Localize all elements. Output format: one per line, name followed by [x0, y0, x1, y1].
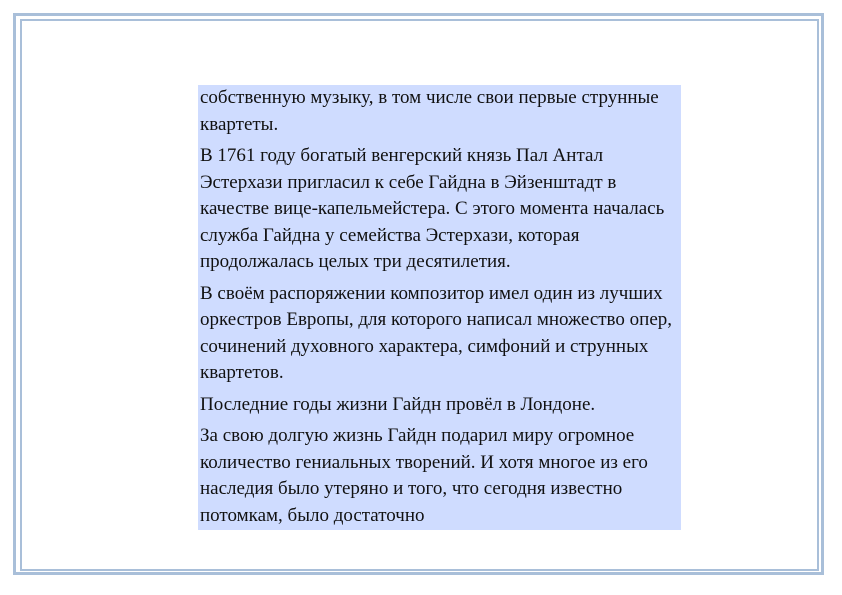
paragraph-1: собственную музыку, в том числе свои первые струнные квартеты.	[200, 87, 659, 135]
paragraph-2: В 1761 году богатый венгерский князь Пал Антал Эстерхази пригласил к себе Гайдна в Эйзенштадт в качестве вице-капельмейстера. С этого момента началась служба Гайдна у семейства Эстерхази, которая продолжалась целых три десятилетия.	[200, 145, 665, 272]
paragraph-5: За свою долгую жизнь Гайдн подарил миру огромное количество гениальных творений. И хотя многое из его наследия было утеряно и того, что сегодня известно потомкам, было достаточно	[200, 425, 648, 526]
frame-corner-accent	[821, 13, 825, 21]
paragraph-3: В своём распоряжении композитор имел один из лучших оркестров Европы, для которого написал множество опер, сочинений духовного характера, симфоний и струнных квартетов.	[200, 282, 673, 383]
text-block	[198, 85, 681, 530]
paragraph-4: Последние годы жизни Гайдн провёл в Лондоне.	[200, 393, 596, 415]
